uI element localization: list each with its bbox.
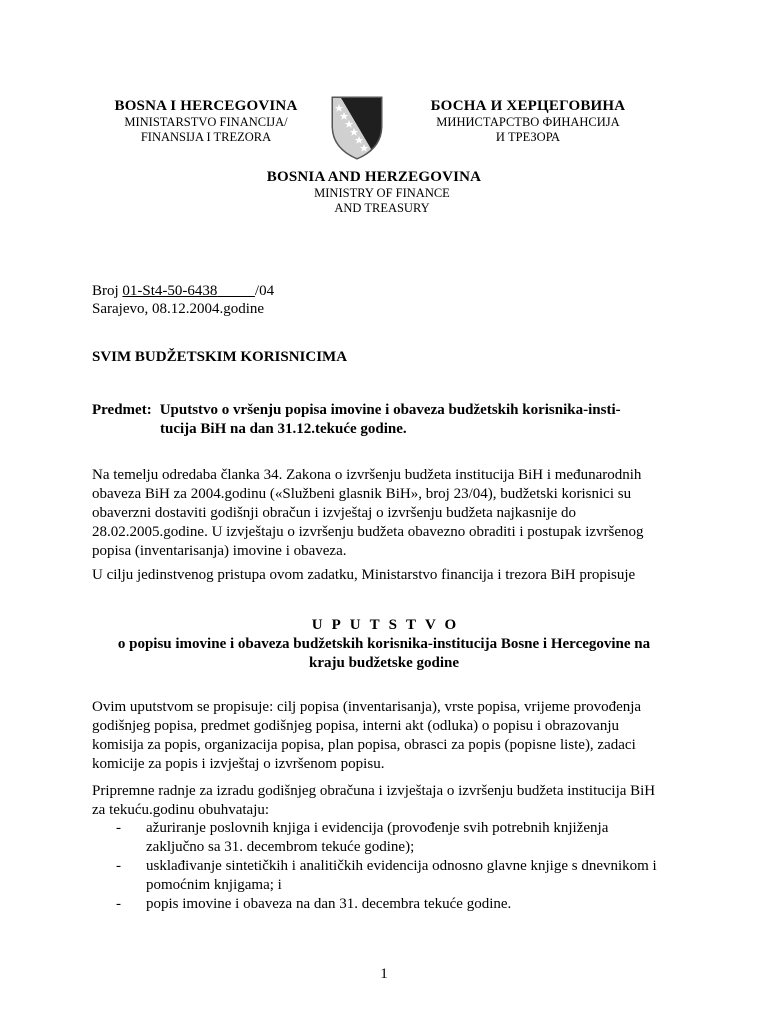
intro-paragraph: Na temelju odredaba članka 34. Zakona o izvršenju budžeta institucija BiH i međunarodnih obaveza BiH za 2004.godinu («Službeni glasnik BiH», broj 23/04), budžetski korisnici su obaverzni dostaviti godišnji obračun i izvještaj o izvršenju budžeta najkasnije do 28.02.2005.godine. U izvještaju o izvršenju budžeta obavezno obraditi i postupak izvršenog popisa (inventarisanja) imovine i obaveza. (92, 467, 644, 559)
prep-paragraph: Pripremne radnje za izradu godišnjeg obračuna i izvještaja o izvršenju budžeta institucija BiH za tekuću.godinu obuhvataju: (92, 783, 656, 818)
subject-line2: tucija BiH na dan 31.12.tekuće godine. (160, 421, 407, 437)
addressee: SVIM BUDŽETSKIM KORISNICIMA (92, 349, 348, 365)
coat-of-arms-icon (331, 96, 383, 160)
page-number: 1 (380, 966, 388, 982)
instruction-title (60, 616, 708, 673)
ministry-name-english-line1: MINISTRY OF FINANCE (314, 186, 450, 200)
list-item: - usklađivanje sintetičkih i analitičkih evidencija odnosno glavne knjige s dnevnikom i pomoćnim knjigama; i (116, 858, 657, 893)
scope-paragraph: Ovim uputstvom se propisuje: cilj popisa (inventarisanja), vrste popisa, vrijeme provođenja godišnjeg popisa, predmet godišnjeg popisa, interni akt (odluka) o popisu i obrazovanju komisija za popis, organizacija popisa, plan popisa, obrasci za popis (popisne liste), zadaci komicije za popis i izvještaj o izvršenom popisu. (92, 699, 642, 772)
country-name-latin: BOSNA I HERCEGOVINA (114, 98, 298, 114)
list-item: - popis imovine i obaveza na dan 31. decembra tekuće godine. (116, 896, 512, 912)
ministry-name-latin-line1: MINISTARSTVO FINANCIJA/ (124, 115, 288, 129)
subject-line1: Uputstvo o vršenju popisa imovine i obaveza budžetskih korisnika-insti- (159, 402, 621, 418)
letterhead-left (92, 98, 320, 145)
ministry-name-english-line2: AND TREASURY (334, 201, 430, 215)
instruction-title-line1: o popisu imovine i obaveza budžetskih korisnika-institucija Bosne i Hercegovine na (117, 636, 651, 652)
ministry-name-cyrillic-line1: МИНИСТАРСТВО ФИНАНСИЈА (436, 115, 620, 129)
prep-list (116, 819, 696, 914)
country-name-english: BOSNIA AND HERZEGOVINA (266, 169, 482, 185)
instruction-title-line2: kraju budžetske godine (308, 655, 460, 671)
reference-suffix: /04 (254, 283, 275, 299)
subject (92, 401, 692, 439)
subject-label: Predmet: (92, 402, 152, 418)
ministry-name-latin-line2: FINANSIJA I TREZORA (140, 130, 272, 144)
list-item: - ažuriranje poslovnih knjiga i evidencija (provođenje svih potrebnih knjiženja zaključno sa 31. decembrom tekuće godine); (116, 820, 609, 855)
reference-number-value: 01-St4-50-6438 (122, 283, 218, 299)
instruction-heading: UPUTSTVO (311, 617, 466, 633)
purpose-line: U cilju jedinstvenog pristupa ovom zadatku, Ministarstvo financija i trezora BiH propisuje (92, 567, 636, 583)
letterhead-english (234, 169, 514, 216)
place-date: Sarajevo, 08.12.2004.godine (92, 301, 265, 317)
reference-number (92, 282, 274, 301)
ministry-name-cyrillic-line2: И ТРЕЗОРА (495, 130, 561, 144)
reference-prefix: Broj (92, 283, 123, 299)
letterhead-right (418, 98, 638, 145)
country-name-cyrillic: БОСНА И ХЕРЦЕГОВИНА (430, 98, 626, 114)
